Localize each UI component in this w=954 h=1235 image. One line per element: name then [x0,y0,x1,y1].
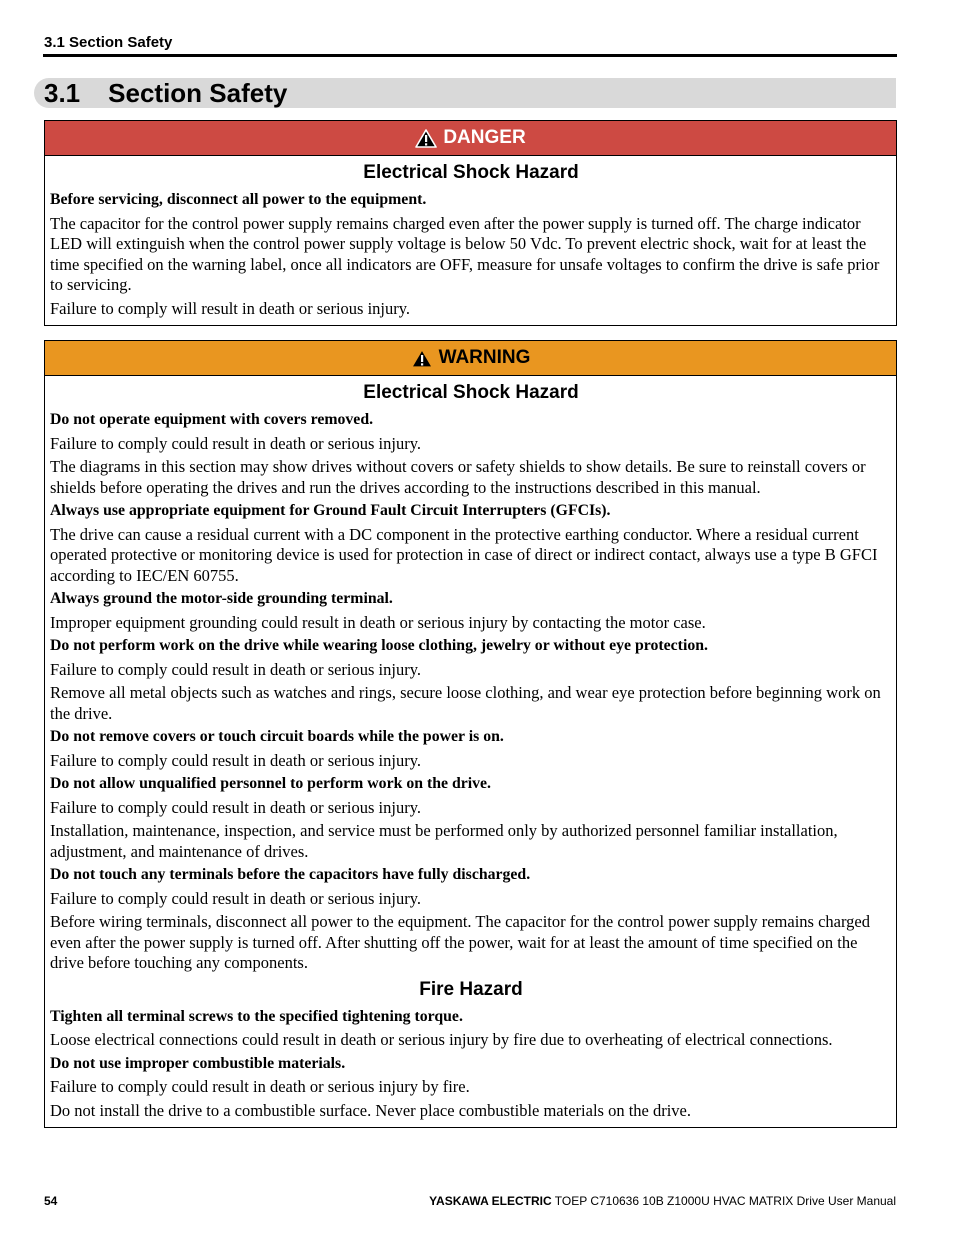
instruction-heading: Do not allow unqualified personnel to perform work on the drive. [50,775,492,792]
body-paragraph: Failure to comply could result in death or serious injury. [50,659,422,679]
body-paragraph: Remove all metal objects such as watches and rings, secure loose clothing, and wear eye protection before beginning work on the drive. [50,683,881,723]
instruction-heading: Tighten all terminal screws to the specified tightening torque. [50,1007,463,1025]
body-paragraph: Failure to comply could result in death or serious injury. [50,433,422,453]
footer-doc-info [429,1194,896,1208]
running-header: 3.1 Section Safety [44,34,173,51]
body-paragraph: The diagrams in this section may show drives without covers or safety shields to show details. Be sure to reinstall covers or shields before operating the drives and run the drives according to the instructions described in this manual. [50,457,866,497]
body-paragraph: The drive can cause a residual current with a DC component in the protective earthing conductor. Where a residual current operated protective or monitoring device is used for protection in case of direct or indirect contact, always use a type B GFCI according to IEC/EN 60755. [50,524,878,585]
warning-label: WARNING [438,347,531,368]
danger-label: DANGER [443,127,526,148]
header-rule [43,54,897,57]
warning-hazard-title: Electrical Shock Hazard [363,382,579,403]
body-paragraph: Installation, maintenance, inspection, and service must be performed only by authorized personnel familiar installation, adjustment, and maintenance of drives. [50,821,838,861]
instruction-heading: Do not perform work on the drive while wearing loose clothing, jewelry or without eye protection. [50,637,708,654]
danger-box [44,120,897,326]
warning-body [45,376,896,1127]
body-paragraph: Loose electrical connections could result in death or serious injury by fire due to overheating of electrical connections. [50,1030,833,1049]
danger-header [45,121,896,156]
footer-doc-title: TOEP C710636 10B Z1000U HVAC MATRIX Drive User Manual [554,1194,896,1208]
warning-triangle-icon [411,349,433,368]
instruction-heading: Do not operate equipment with covers removed. [50,411,374,428]
instruction-heading: Always ground the motor-side grounding terminal. [50,590,393,607]
footer-company: YASKAWA ELECTRIC [429,1194,552,1208]
instruction-heading: Do not touch any terminals before the capacitors have fully discharged. [50,866,531,883]
body-paragraph: Failure to comply will result in death or serious injury. [50,298,411,318]
body-paragraph: Failure to comply could result in death or serious injury. [50,888,422,908]
section-heading [44,78,287,108]
body-paragraph: The capacitor for the control power supply remains charged even after the power supply is turned off. The charge indicator LED will extinguish when the control power supply voltage is below 50 Vdc. To prevent electric shock, wait for at least the time specified on the warning label, once all indicators are OFF, measure for unsafe voltages to confirm the drive is safe prior to servicing. [50,213,880,294]
body-paragraph: Failure to comply could result in death or serious injury. [50,797,422,817]
warning-box [44,340,897,1128]
danger-body [45,156,896,325]
instruction-heading: Do not use improper combustible materials. [50,1054,346,1072]
fire-hazard-title: Fire Hazard [419,978,523,1000]
instruction-heading: Always use appropriate equipment for Ground Fault Circuit Interrupters (GFCIs). [50,502,611,519]
body-paragraph: Failure to comply could result in death or serious injury by fire. [50,1077,470,1096]
body-paragraph: Improper equipment grounding could result in death or serious injury by contacting the motor case. [50,612,706,632]
section-title: Section Safety [108,78,288,108]
fire-paragraphs [50,1007,892,1122]
body-paragraph: Do not install the drive to a combustible surface. Never place combustible materials on the drive. [50,1100,692,1120]
instruction-heading: Do not remove covers or touch circuit boards while the power is on. [50,728,504,745]
section-number: 3.1 [44,78,81,108]
body-paragraph: Failure to comply could result in death or serious injury. [50,750,422,770]
warning-triangle-icon [415,129,437,148]
page-number: 54 [44,1194,58,1208]
body-paragraph: Before wiring terminals, disconnect all power to the equipment. The capacitor for the control power supply remains charged even after the power supply is turned off. After shutting off the power, wait for at least the amount of time specified on the drive before touching any components. [50,912,871,972]
danger-hazard-title: Electrical Shock Hazard [363,162,579,183]
warning-header [45,341,896,376]
warning-paragraphs [50,410,892,974]
danger-paragraphs [50,190,892,319]
instruction-heading: Before servicing, disconnect all power to the equipment. [50,191,427,208]
section-heading-bar [34,78,896,108]
